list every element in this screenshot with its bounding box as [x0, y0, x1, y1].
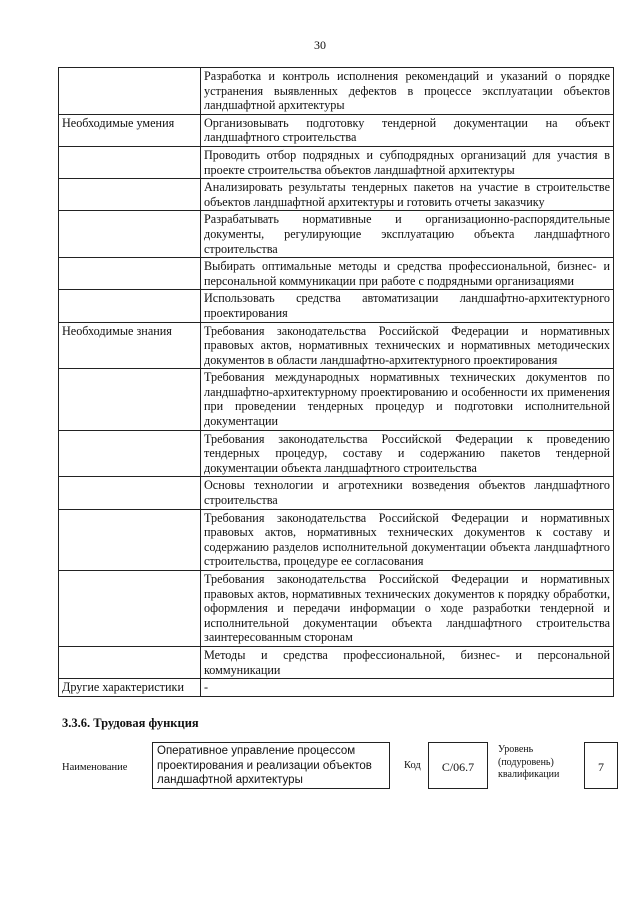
- table-row: [59, 646, 614, 678]
- table-row: [59, 146, 614, 178]
- row-label: [59, 369, 201, 430]
- row-label: [59, 179, 201, 211]
- row-text: Требования законодательства Российской Федерации и нормативных правовых актов, нормативных технических документов к составу и содержанию разделов исполнительной документации объекта ландшафтного строительства, процедуре ее согласования: [201, 509, 614, 570]
- table-row: [59, 179, 614, 211]
- function-name-value: Оперативное управление процессом проектирования и реализации объектов ландшафтной архитектуры: [152, 742, 390, 789]
- table-row: [59, 290, 614, 322]
- row-text: Требования международных нормативных технических документов по ландшафтно-архитектурному проектированию и особенности их применения при проведении тендерных процедур и подготовки исполнительной документации: [201, 369, 614, 430]
- row-label: [59, 211, 201, 258]
- row-text: Требования законодательства Российской Федерации к проведению тендерных процедур, составу и содержанию пакетов тендерной документации объекта ландшафтного строительства: [201, 430, 614, 477]
- row-text: Выбирать оптимальные методы и средства профессиональной, бизнес- и персональной коммуникации при работе с подрядными организациями: [201, 258, 614, 290]
- table-row: [59, 322, 614, 369]
- row-label: Необходимые умения: [59, 114, 201, 146]
- row-label: [59, 646, 201, 678]
- labor-function-header: [62, 740, 622, 800]
- table-row: [59, 509, 614, 570]
- table-row: [59, 679, 614, 697]
- row-label: [59, 146, 201, 178]
- row-label: [59, 258, 201, 290]
- row-label: [59, 290, 201, 322]
- row-text: Анализировать результаты тендерных пакетов на участие в строительстве объектов ландшафтной архитектуры и готовить отчеты заказчику: [201, 179, 614, 211]
- row-label: Другие характеристики: [59, 679, 201, 697]
- qualification-level-value: 7: [584, 742, 618, 789]
- section-title: 3.3.6. Трудовая функция: [62, 716, 199, 730]
- row-label: [59, 571, 201, 647]
- table-row: [59, 258, 614, 290]
- row-label: [59, 509, 201, 570]
- table-row: [59, 369, 614, 430]
- row-label: [59, 477, 201, 509]
- row-text: Основы технологии и агротехники возведения объектов ландшафтного строительства: [201, 477, 614, 509]
- table-row: [59, 571, 614, 647]
- row-text: Использовать средства автоматизации ландшафтно-архитектурного проектирования: [201, 290, 614, 322]
- row-text: Проводить отбор подрядных и субподрядных организаций для участия в проекте строительства объектов ландшафтной архитектуры: [201, 146, 614, 178]
- table-row: [59, 430, 614, 477]
- table-row: [59, 68, 614, 115]
- table-row: [59, 211, 614, 258]
- function-code-value: C/06.7: [428, 742, 488, 789]
- row-text: Разрабатывать нормативные и организационно-распорядительные документы, регулирующие эксплуатацию объекта ландшафтного строительства: [201, 211, 614, 258]
- row-label: Необходимые знания: [59, 322, 201, 369]
- row-label: [59, 68, 201, 115]
- row-text: -: [201, 679, 614, 697]
- qualification-level-label: Уровень (подуровень) квалификации: [498, 744, 560, 780]
- table-row: [59, 477, 614, 509]
- table-row: [59, 114, 614, 146]
- requirements-table: [58, 67, 614, 697]
- code-label: Код: [404, 760, 421, 771]
- row-text: Организовывать подготовку тендерной документации на объект ландшафтного строительства: [201, 114, 614, 146]
- row-label: [59, 430, 201, 477]
- name-label: Наименование: [62, 762, 128, 773]
- row-text: Требования законодательства Российской Федерации и нормативных правовых актов, нормативных технических и нормативных методических документов в области ландшафтно-архитектурного проектирования: [201, 322, 614, 369]
- page-number: 30: [314, 38, 326, 52]
- row-text: Разработка и контроль исполнения рекомендаций и указаний о порядке устранения выявленных дефектов в процессе эксплуатации объектов ландшафтной архитектуры: [201, 68, 614, 115]
- row-text: Требования законодательства Российской Федерации и нормативных правовых актов, нормативных технических документов к порядку обработки, оформления и передачи информации о ходе разработки тендерной и исполнительной документации объекта ландшафтного строительства заинтересованным сторонам: [201, 571, 614, 647]
- row-text: Методы и средства профессиональной, бизнес- и персональной коммуникации: [201, 646, 614, 678]
